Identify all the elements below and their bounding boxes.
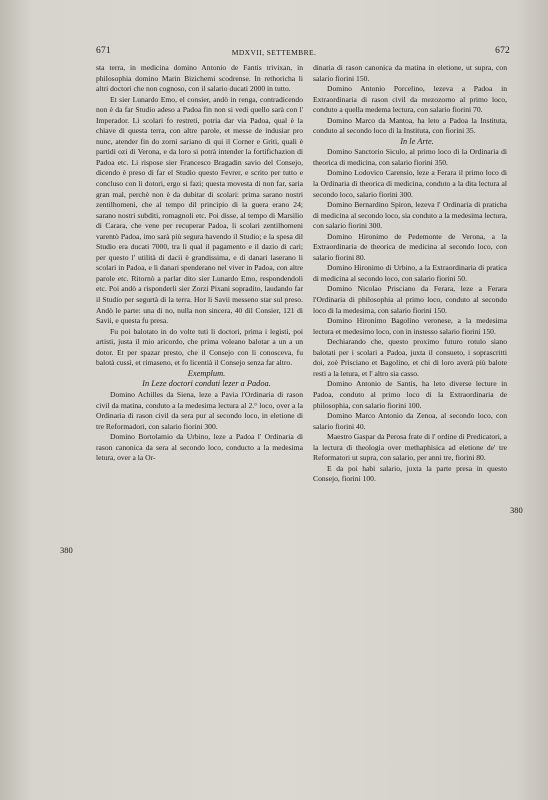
section-heading: Exemplum. — [187, 368, 226, 378]
paragraph: Domino Achilles da Siena, leze a Pavia l'Ordinaria di rason civil da matina, conduto a la medesima lectura al 2.° loco, over a la Ordinaria di rason civil da sera pur al secondo loco, in eletione di tre Reformadori, con salario fiorini 300. — [96, 389, 303, 431]
paragraph: Domino Hironimo de Pedemonte de Verona, a la Extraordinaria de theorica de medicina al secondo loco, con salario fiorini 80. — [313, 231, 507, 262]
paragraph: Dechiarando che, questo proximo futuro rotulo siano balotati per i scolari a Padoa, juxta il consueto, i soprascritti doi, zoè Prisciano et Bagolino, et chi di loro averà più balote resti a la letura, et l' altro sia casso. — [313, 337, 507, 378]
paragraph: Domino Antonio Porcelino, lezeva a Padoa in Extraordinaria di rason civil da mezozorno al primo loco, conduto a quella medema lectura, con salario fiorini 70. — [313, 84, 507, 115]
right-column — [313, 63, 507, 485]
paragraph: Domino Bernardino Spiron, lezeva l' Ordinaria di praticha di medicina al secondo loco, sia conduto a la medesima lectura, con salario fiorini 300. — [313, 200, 507, 231]
paragraph: E da poi habi salario, juxta la parte presa in questo Consejo, fiorini 100. — [313, 463, 507, 484]
paragraph: Maestro Gaspar da Perosa frate di l' ordine di Predicatori, a la lectura di theologia over methaphisica ad eletione de' tre Reformatori ut supra, con salario, per anni tre, fiorini 80. — [313, 432, 507, 463]
running-title: MDXVII, SETTEMBRE. — [231, 48, 317, 57]
paragraph: Domino Sanctorio Siculo, al primo loco di la Ordinaria di theorica di medicina, con salario fiorini 350. — [313, 147, 507, 167]
paragraph: dinaria di rason canonica da matina in eletione, ut supra, con salario fiorini 150. — [313, 63, 507, 83]
paragraph: Domino Lodovico Carensio, leze a Ferara il primo loco di la Ordinaria di theorica di medicina, conduto a la dita lectura al secondo loco, salario fiorini 300. — [313, 168, 507, 199]
margin-number-right: 380 — [510, 505, 523, 515]
paragraph: Et sier Lunardo Emo, el consier, andò in renga, contradicendo non è da far Studio adeso a Padoa fin non si vedi quello sarà con l' Imperador. Li scolari fo restreti, potria dar via Padoa, qual è la chiave di questa terra, con altre parole, et messe de indusiar pro nunc, atender fin do zorni sariano di qui il Corner e Griti, quali è partidi ozi di Verona, e da loro si potrà intender la fortifichazion di Padoa etc. Li rispose sier Francesco Bragadin savio del Consejo, dicendo è preso di far el Studio questo Fevrer, e scrito per tutto e concluso con li dotori, ergo si fazi; questa movesta di non far, saria gran mal, perchè non è da dubitar di scolari: prima sarano nostri zentilhomeni, che al tempo dil principio di la guera erano 24; sarano nostri subditi, romagnoli etc. Poi disse, al tempo di Marsilio di Carara, che vene per recuperar Padoa, li scolari zentilhomeni varentò Padoa, imo sarà più segura havendo il Studio; e la spesa dil Studio era ducati 7000, tra li qual il pagamento e il dazio di cari; per questo l' utilità di dacii è grandissima, e di danari laserano li scolari in Padoa, e li danari spenderano nel viver in Padoa, con altre parole etc. Ritornò a parlar dito sier Lunardo Emo, respondendoli etc. Poi andò a risponderli sier Zorzi Pixani sopradito, laudando far il Studio per segurtà di la terra. Hor li Savii messeno star sul preso. Andò le parte: una di no, nulla non sincera, 40 dil Consier, 121 di Savii, e questa fu presa. — [96, 94, 303, 326]
paragraph: sta terra, in medicina domino Antonio de Fantis trivixan, in philosophia domino Marin Bizichemi scodrense. In rethoricha li altri doctori che non cognoso, con il salario ducati 2000 in tutto. — [96, 63, 303, 94]
paragraph: Domino Hironimo di Urbino, a la Extraordinaria di pratica di medicina al secondo loco, con salario fiorini 50. — [313, 263, 507, 283]
section-heading: In le Arte. — [400, 136, 434, 146]
paragraph: Domino Hironimo Bagolino veronese, a la medesima lectura et medesimo loco, con in instesso salario fiorini 150. — [313, 316, 507, 336]
left-column — [96, 63, 303, 464]
paragraph: Fu poi balotato in do volte tuti li doctori, prima i legisti, poi artisti, justa il mio aricordo, che prima voleano balotar a un a un dotor. Et per spazar presto, che il Consejo con li conosceva, fu balotà cussì, et rimaseno, et fo licentià il Consejo senza far altro. — [96, 326, 303, 368]
paragraph: Domino Antonio de Santis, ha leto diverse lecture in Padoa, conduto al primo loco di la Extraordinaria de philosophia, con salario fiorini 100. — [313, 379, 507, 410]
paragraph: Domino Nicolao Prisciano da Ferara, leze a Ferara l'Ordinaria di philosophia al primo loco, conduto al secondo loco di la medesima, con salario fiorini 150. — [313, 284, 507, 315]
paragraph: Domino Marco Antonio da Zenoa, al secondo loco, con salario fiorini 40. — [313, 411, 507, 431]
page-number-right: 672 — [495, 46, 510, 56]
section-subheading: In Leze doctori conduti lezer a Padoa. — [142, 379, 271, 389]
paragraph: Domino Bortolamio da Urbino, leze a Padoa l' Ordinaria di rason canonica da sera al secondo loco, conducto a la medesima letura, over a la Or- — [96, 432, 303, 463]
page-number-left: 671 — [96, 46, 111, 56]
margin-number-left: 380 — [60, 545, 73, 555]
paragraph: Domino Marco da Mantoa, ha leto a Padoa la Instituta, conduto al secondo loco di la Instituta, con fiorini 35. — [313, 115, 507, 136]
